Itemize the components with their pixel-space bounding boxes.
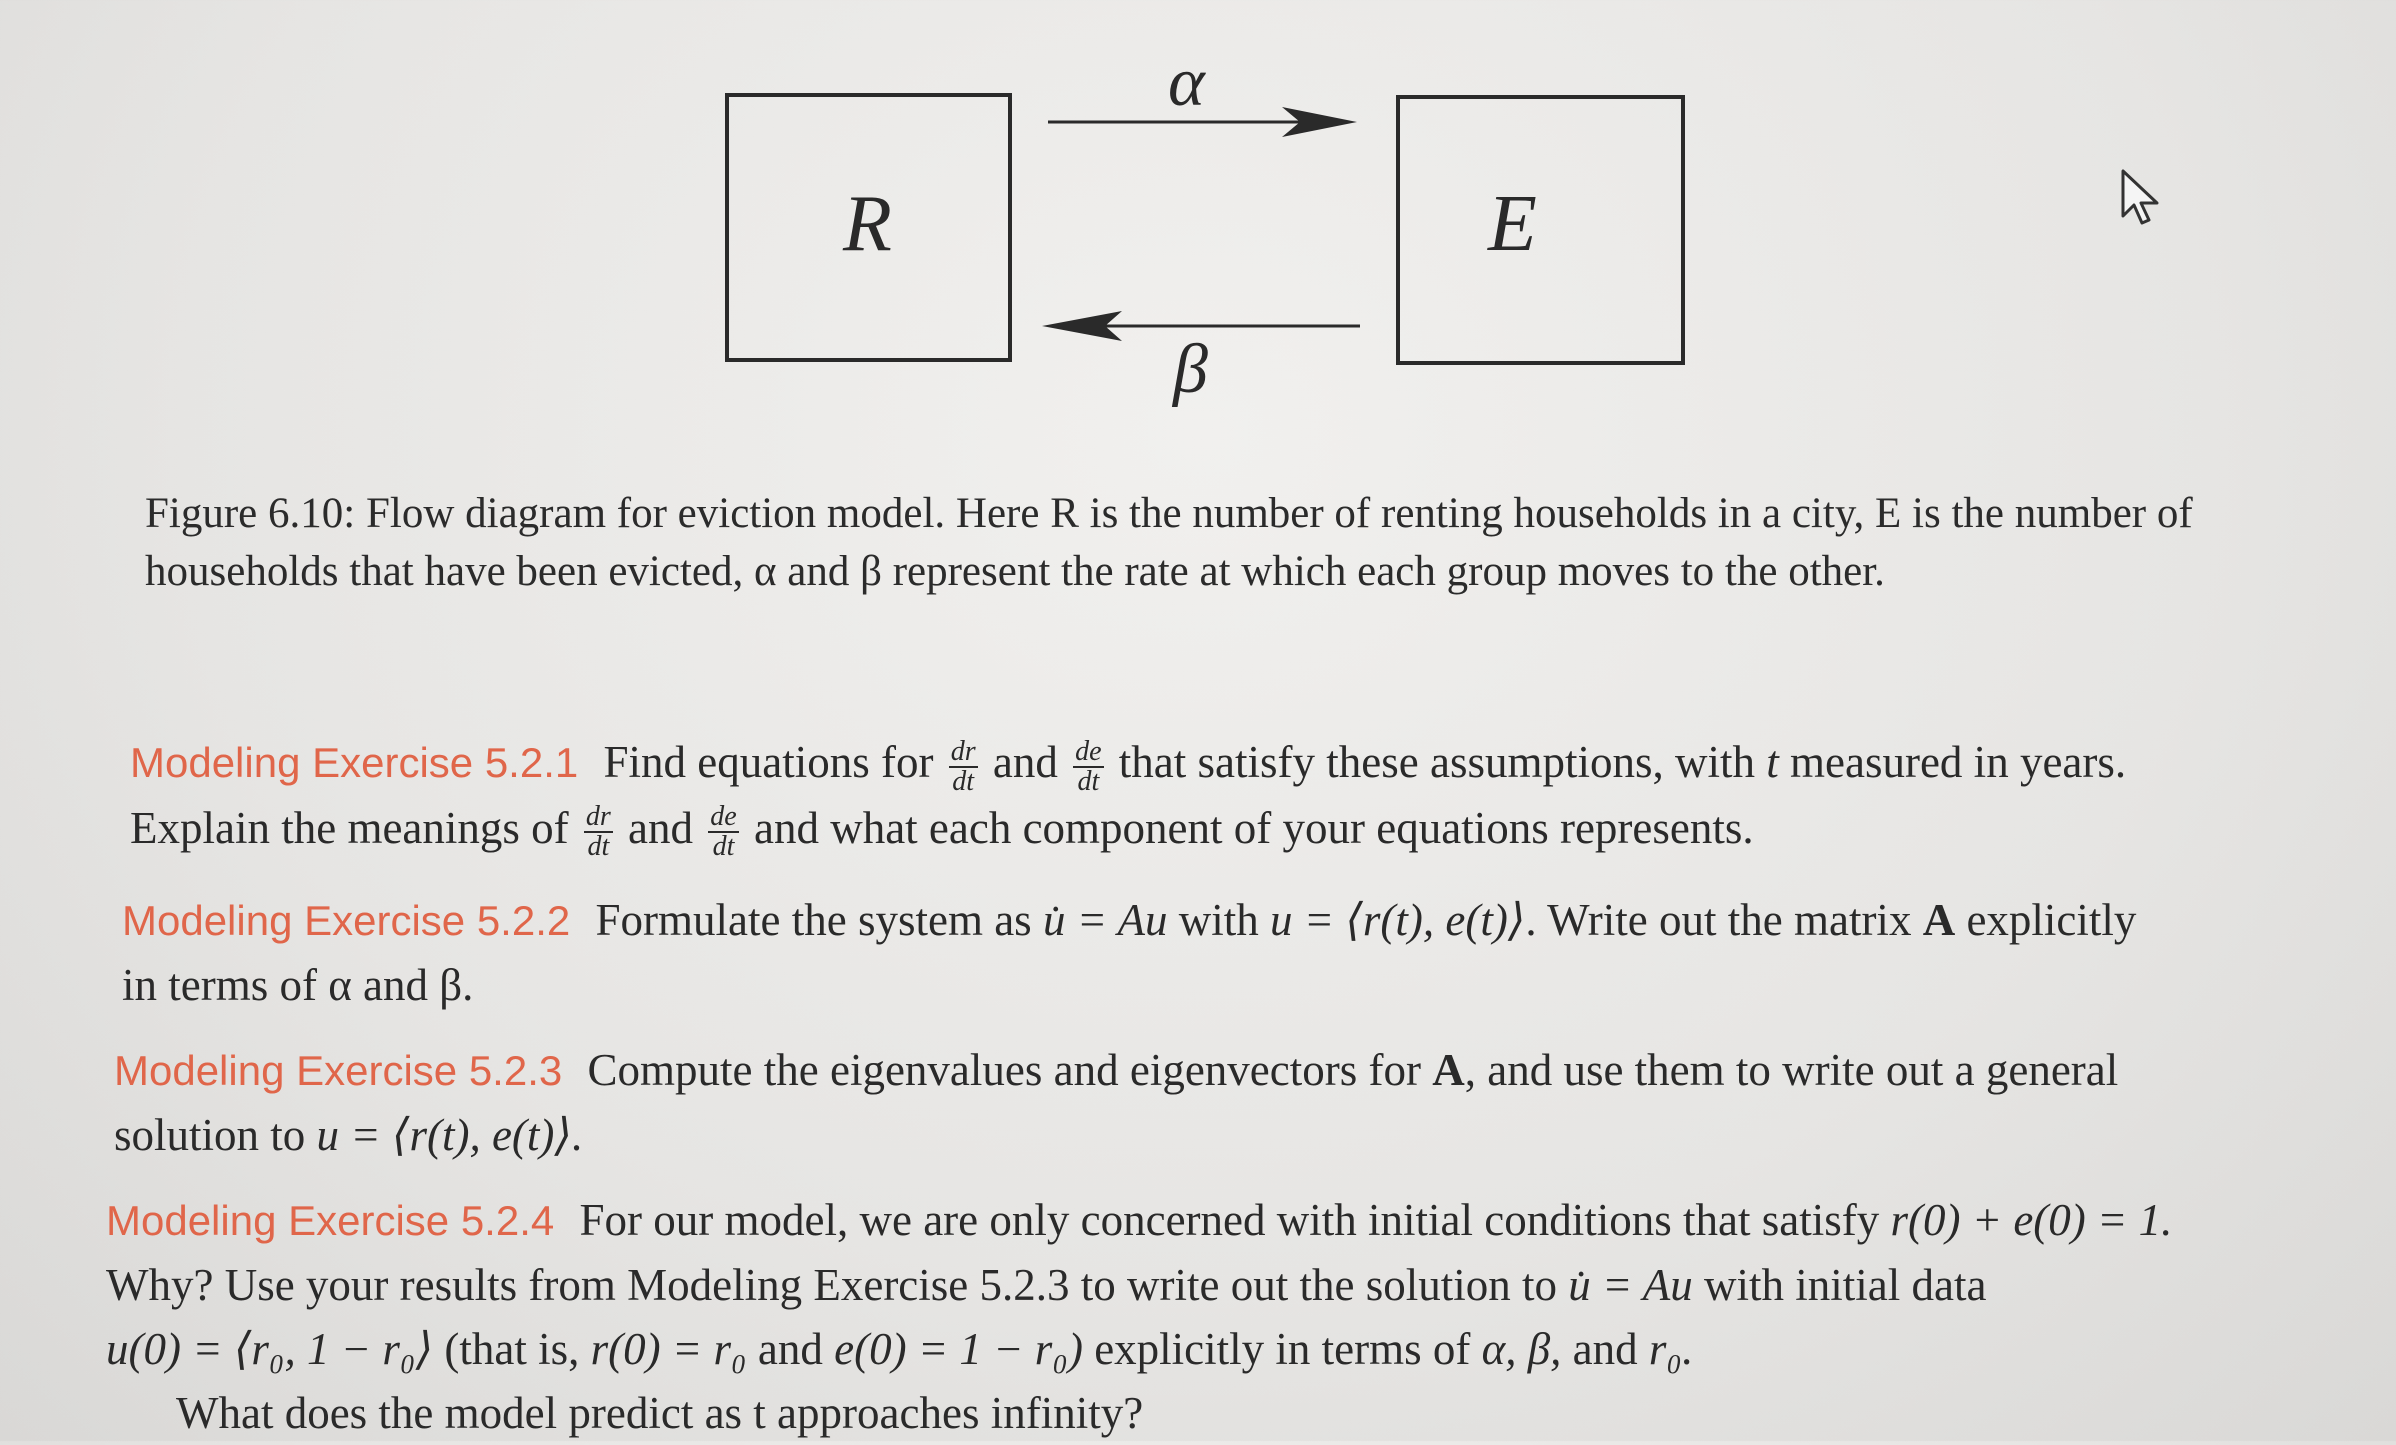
exercise-label: Modeling Exercise 5.2.3 — [114, 1047, 563, 1094]
math-variable: t — [1766, 737, 1779, 787]
exercise-text: with — [1178, 895, 1259, 945]
exercise-text: , and use them to write out a general — [1464, 1045, 2119, 1095]
exercise-label: Modeling Exercise 5.2.2 — [122, 897, 571, 944]
math-equation: r(0) = r₀ — [590, 1324, 747, 1374]
exercise-5-2-3 — [114, 1038, 2364, 1167]
exercise-text: Compute the eigenvalues and eigenvectors for — [587, 1045, 1421, 1095]
exercise-text: measured in years. — [1790, 737, 2127, 787]
exercise-5-2-1 — [130, 730, 2380, 861]
math-equation: u(0) = ⟨r₀, 1 − r₀⟩ — [106, 1324, 434, 1374]
math-equation: u̇ = Au — [1568, 1260, 1693, 1310]
exercise-text: that satisfy these assumptions, with — [1118, 737, 1755, 787]
exercise-text: in terms of α and β. — [122, 960, 474, 1010]
exercise-text: Explain the meanings of — [130, 802, 569, 853]
flow-diagram — [0, 0, 2396, 440]
exercise-text: and — [1572, 1324, 1638, 1374]
exercise-text: explicitly in terms of — [1094, 1324, 1471, 1374]
exercise-label: Modeling Exercise 5.2.4 — [106, 1197, 555, 1244]
exercise-text: and — [757, 1324, 823, 1374]
mouse-pointer-icon — [2120, 168, 2170, 228]
math-equation: u = ⟨r(t), e(t)⟩ — [1270, 895, 1526, 945]
exercise-text: What does the model predict as t approaches infinity? — [176, 1388, 1144, 1438]
math-equation: e(0) = 1 − r₀) — [834, 1324, 1083, 1374]
exercise-text: with initial data — [1704, 1260, 1987, 1310]
figure-caption — [145, 485, 2345, 601]
math-equation: u = ⟨r(t), e(t)⟩. — [316, 1110, 584, 1160]
exercise-text: (that is, — [444, 1324, 580, 1374]
exercise-text: and — [992, 737, 1058, 787]
fraction-dr-dt: $\frac{dr}{dt}$ — [950, 735, 976, 797]
fraction-de-dt: $\frac{de}{dt}$ — [1075, 735, 1102, 797]
arrow-alpha-label: α — [1168, 44, 1205, 121]
fraction-dr-dt: $\frac{dr}{dt}$ — [585, 801, 611, 863]
exercise-text: and — [628, 802, 694, 853]
exercise-5-2-4 — [106, 1188, 2356, 1445]
exercise-5-2-2 — [122, 888, 2372, 1017]
box-r-label: R — [843, 180, 892, 268]
math-matrix: A — [1922, 895, 1956, 945]
math-equation: α, β, — [1481, 1324, 1562, 1374]
math-equation: r(0) + e(0) = 1. — [1890, 1195, 2173, 1245]
exercise-text: Find equations for — [603, 737, 934, 787]
exercise-text: and what each component of your equations represents. — [753, 802, 1754, 853]
exercise-text: explicitly — [1966, 895, 2137, 945]
exercise-text: For our model, we are only concerned with initial conditions that satisfy — [579, 1195, 1880, 1245]
fraction-de-dt: $\frac{de}{dt}$ — [710, 801, 737, 863]
math-matrix: A — [1432, 1045, 1465, 1095]
math-equation: u̇ = Au — [1042, 895, 1168, 945]
figure-label: Figure 6.10: — [145, 490, 356, 537]
arrow-beta-label: β — [1173, 331, 1208, 408]
box-e — [1398, 97, 1683, 363]
exercise-text: Why? Use your results from Modeling Exercise 5.2.3 to write out the solution to — [106, 1260, 1557, 1310]
math-equation: r₀. — [1648, 1324, 1694, 1374]
exercise-text: solution to — [114, 1110, 306, 1160]
box-e-label: E — [1488, 180, 1537, 268]
exercise-text: . Write out the matrix — [1525, 895, 1912, 945]
exercise-label: Modeling Exercise 5.2.1 — [130, 739, 579, 786]
figure-caption-text: Flow diagram for eviction model. Here R is the number of renting households in a city, E is the number of households that have been evicted, α and β represent the rate at which each group moves to the other. — [145, 490, 2193, 595]
exercise-text: Formulate the system as — [595, 895, 1032, 945]
